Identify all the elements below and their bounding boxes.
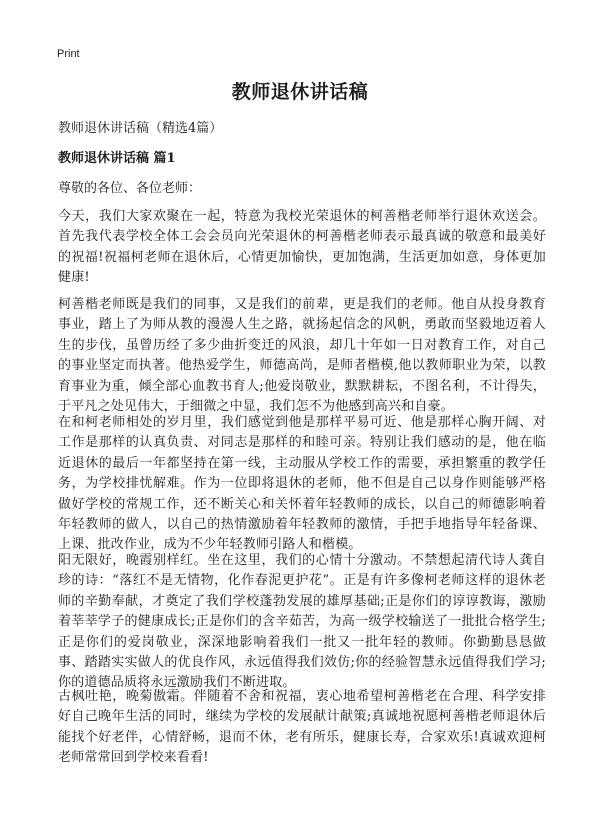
paragraph-2: 柯善楷老师既是我们的同事，又是我们的前辈，更是我们的老师。他自从投身教育事业，踏上了为师从教的漫漫人生之路，就扬起信念的风帆，勇敢而坚毅地迈着人生的步伐，虽曾历经了多少曲折变迁的风浪，却几十年如一日对教育工作，对自己的事业坚定而执著。他热爱学生，师德高尚，是师者楷模,他以教师职业为荣，以教育事业为重，倾全部心血教书育人;他爱岗敬业，默默耕耘，不图名利，不计得失，于平凡之处见伟大，于细微之中显，我们怎不为他感到高兴和自豪。 [58,297,546,415]
greeting: 尊敬的各位、各位老师： [58,181,202,196]
document-subtitle: 教师退休讲话稿（精选4篇） [58,121,223,136]
paragraph-5: 古枫吐艳，晚菊傲霜。伴随着不舍和祝福，衷心地希望柯善楷老在合理、科学安排好自己晚年生活的同时，继续为学校的发展献计献策;真诚地祝愿柯善楷老师退休后能找个好老伴，心情舒畅，退而不休，老有所乐，健康长寿，合家欢乐!真诚欢迎柯老师常常回到学校来看看! [58,689,546,766]
paragraph-1: 今天，我们大家欢聚在一起，特意为我校光荣退休的柯善楷老师举行退休欢送会。首先我代表学校全体工会会员向光荣退休的柯善楷老师表示最真诚的敬意和最美好的祝福!祝福柯老师在退休后，心情更加愉快，更加饱满，生活更加如意，身体更加健康! [58,209,546,286]
paragraph-4: 阳无限好，晚霞别样红。坐在这里，我们的心情十分激动。不禁想起清代诗人龚自珍的诗：“落红不是无情物，化作春泥更护花”。正是有许多像柯老师这样的退休老师的辛勤奉献，才奠定了我们学校蓬勃发展的雄厚基础;正是你们的谆谆教诲，激励着莘莘学子的健康成长;正是你们的含辛茹苦，为高一级学校输送了一批批合格学生;正是你们的爱岗敬业，深深地影响着我们一批又一批年轻的教师。你勤勤恳恳做事、踏踏实实做人的优良作风，永远值得我们效仿;你的经验智慧永远值得我们学习;你的道德品质将永远激励我们不断进取。 [58,553,546,691]
section-heading: 教师退休讲话稿 篇1 [58,151,176,166]
print-link[interactable]: Print [57,48,80,60]
paragraph-3: 在和柯老师相处的岁月里，我们感觉到他是那样平易可近、他是那样心胸开阔、对工作是那样的认真负责、对同志是那样的和睦可亲。特别让我们感动的是，他在临近退休的最后一年都坚持在第一线，主动服从学校工作的需要，承担繁重的教学任务，为学校排忧解难。作为一位即将退休的老师，他不但是自己以身作则能够严格做好学校的常规工作，还不断关心和关怀着年轻教师的成长，以自己的师德影响着年轻教师的做人，以自己的热情激励着年轻教师的激情，手把手地指导年轻备课、上课、批改作业，成为不少年轻教师引路人和楷模。 [58,415,546,553]
document-title: 教师退休讲话稿 [231,81,369,103]
